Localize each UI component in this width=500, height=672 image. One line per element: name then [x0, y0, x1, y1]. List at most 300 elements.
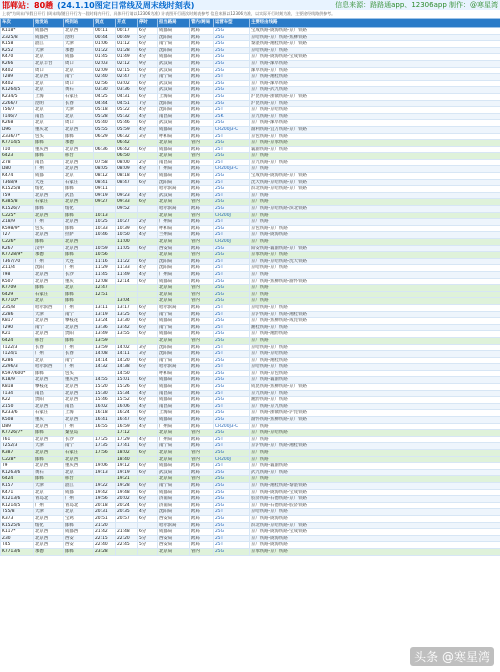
table-cell: 京广铁路-陇海铁路 [250, 232, 500, 239]
table-cell: 25T [214, 179, 250, 186]
table-cell: 长沙 [64, 271, 94, 278]
table-cell: 15:26 [116, 384, 138, 391]
table-cell: 01:12 [116, 41, 138, 48]
table-cell: 25G [214, 54, 250, 61]
table-cell: 02:56 [94, 80, 116, 87]
table-cell: 重庆北 [34, 126, 64, 133]
col-train-no: 车次 [1, 19, 34, 28]
table-cell: 成都局 [158, 463, 190, 470]
table-cell: CR200J3-C [214, 166, 250, 173]
table-row [1, 199, 500, 206]
table-cell: 6分 [138, 311, 158, 318]
table-cell: 跨局 [190, 529, 214, 536]
table-cell: 南宁局 [158, 443, 190, 450]
table-cell: 京广铁路-京哈铁路 [250, 351, 500, 358]
table-row [1, 192, 500, 199]
table-cell: 12:14 [116, 278, 138, 285]
table-cell: 11:29 [94, 265, 116, 272]
table-cell: 6分 [138, 93, 158, 100]
table-cell: 北京 [64, 469, 94, 476]
table-cell: K1526/7 [1, 206, 34, 213]
table-cell: 北京西 [64, 324, 94, 331]
table-cell: 7分 [138, 100, 158, 107]
table-cell: 京广铁路-陇海铁路-宝成铁路 [250, 529, 500, 536]
table-cell: 6分 [138, 443, 158, 450]
table-row [1, 93, 500, 100]
table-cell: 04:51 [116, 100, 138, 107]
table-cell: K507 [1, 278, 34, 285]
table-row [1, 225, 500, 232]
table-row [1, 337, 500, 344]
table-cell: 滨北铁路-京哈铁路-京广铁路 [250, 522, 500, 529]
table-row [1, 430, 500, 437]
table-cell: 北京西 [64, 159, 94, 166]
table-cell: 广州局 [158, 436, 190, 443]
table-cell: 胶济铁路-石德铁路-京广铁路 [250, 496, 500, 503]
table-cell: 6分 [138, 397, 158, 404]
table-cell: 成都局 [158, 54, 190, 61]
table-cell: 京广铁路-湘桂铁路 [250, 74, 500, 81]
table-cell: K387 [1, 450, 34, 457]
table-cell: 25G [214, 318, 250, 325]
table-cell: 南昌 [34, 113, 64, 120]
table-cell: 邯郸 [34, 456, 64, 463]
table-cell: 管内 [190, 199, 214, 206]
table-cell: 25G [214, 410, 250, 417]
table-row [1, 173, 500, 180]
table-cell: 邯郸 [34, 285, 64, 292]
table-cell: 6424 [1, 337, 34, 344]
table-cell: 重庆西 [34, 146, 64, 153]
table-cell: 北京局 [158, 291, 190, 298]
table-cell: 01:49 [116, 54, 138, 61]
table-cell: 长春 [34, 344, 64, 351]
table-cell [138, 337, 158, 344]
table-cell: K7714/5 [1, 140, 34, 147]
table-cell: 北京西 [64, 390, 94, 397]
table-cell: 西安局 [158, 542, 190, 549]
table-cell: 京广铁路 [250, 291, 500, 298]
table-cell: 北京 [64, 67, 94, 74]
table-cell: 北京局 [158, 140, 190, 147]
table-cell: 25T [214, 265, 250, 272]
table-cell: 周口 [34, 67, 64, 74]
table-cell [94, 456, 116, 463]
table-cell: 成都局 [158, 278, 190, 285]
table-cell: 4分 [138, 271, 158, 278]
table-cell: T252/3 [1, 443, 34, 450]
table-cell: 广州局 [158, 271, 190, 278]
table-cell: 15:20 [94, 384, 116, 391]
table-cell: 19:13 [94, 469, 116, 476]
table-cell: 跨局 [190, 410, 214, 417]
table-cell: CR200J [214, 212, 250, 219]
table-cell: 南宁 [64, 74, 94, 81]
table-cell: 成都西 [34, 28, 64, 35]
table-row [1, 239, 500, 246]
table-cell: 攀枝花 [64, 318, 94, 325]
table-row [1, 469, 500, 476]
table-cell: 6分 [138, 502, 158, 509]
table-cell: 16:02 [94, 403, 116, 410]
table-cell: 13:11 [94, 304, 116, 311]
table-cell: C225* [1, 212, 34, 219]
table-cell: 25G [214, 469, 250, 476]
table-cell: 跨局 [190, 370, 214, 377]
table-cell: 16:24 [116, 410, 138, 417]
table-cell: 01:45 [94, 54, 116, 61]
table-cell: 京承铁路-京广铁路 [250, 548, 500, 555]
table-cell: 沪昆铁路-京广铁路 [250, 100, 500, 107]
table-cell: 跨局 [190, 351, 214, 358]
table-row [1, 390, 500, 397]
table-cell: 14:02 [116, 344, 138, 351]
table-cell: 攀枝花 [34, 384, 64, 391]
table-row [1, 41, 500, 48]
table-cell: 青岛北 [64, 502, 94, 509]
table-cell: 跨局 [190, 397, 214, 404]
table-row [1, 377, 500, 384]
table-cell: 管内 [190, 239, 214, 246]
table-cell: 25T [214, 311, 250, 318]
table-cell: 北京西 [64, 199, 94, 206]
table-cell: 武汉局 [158, 469, 190, 476]
table-cell: 25G [214, 417, 250, 424]
table-cell: 17:25 [94, 436, 116, 443]
table-cell: 京广铁路 [250, 199, 500, 206]
table-cell: 10:46 [94, 232, 116, 239]
table-cell: 京广铁路 [250, 285, 500, 292]
table-cell: 南宁 [64, 357, 94, 364]
table-cell: 跨局 [190, 133, 214, 140]
table-cell: 北京局 [158, 298, 190, 305]
table-row [1, 324, 500, 331]
table-cell: 15:46 [94, 397, 116, 404]
table-cell: 08:00 [116, 159, 138, 166]
table-cell: 18:40 [116, 456, 138, 463]
table-cell: 跨局 [190, 403, 214, 410]
table-cell: 沈大铁路-京哈铁路-京广铁路 [250, 179, 500, 186]
table-cell: 5分 [138, 535, 158, 542]
table-row [1, 370, 500, 377]
table-cell: 06:32 [116, 133, 138, 140]
table-cell: 管内 [190, 285, 214, 292]
table-cell: 6分 [138, 47, 158, 54]
table-cell: 京包铁路-京广铁路 [250, 225, 500, 232]
table-cell: 跨局 [190, 206, 214, 213]
table-row [1, 351, 500, 358]
table-cell: 京广铁路-湘黔铁路 [250, 331, 500, 338]
table-cell: 13:25 [116, 311, 138, 318]
table-cell: 跨局 [190, 34, 214, 41]
table-cell: 6分 [138, 304, 158, 311]
table-cell: 6分 [138, 318, 158, 325]
table-cell: 北京局 [158, 285, 190, 292]
table-cell: 08:47 [116, 179, 138, 186]
table-cell: 跨局 [190, 159, 214, 166]
table-cell: 19:06 [94, 463, 116, 470]
table-cell [138, 239, 158, 246]
timetable-subtitle: (24.1.10图定日常线及周末线时刻表) [57, 0, 195, 10]
table-row [1, 304, 500, 311]
table-cell: 京广铁路-漯阜铁路 [250, 80, 500, 87]
table-cell: 25G [214, 496, 250, 503]
table-cell: 渝怀铁路-焦柳铁路-京广铁路 [250, 417, 500, 424]
table-cell: 19:22 [94, 482, 116, 489]
table-cell: 跨局 [190, 522, 214, 529]
table-cell: K1214/5 [1, 502, 34, 509]
table-cell: 20:31 [94, 509, 116, 516]
table-cell: 北京 [34, 107, 64, 114]
table-cell: 西安 [64, 535, 94, 542]
table-cell: 广州 [64, 423, 94, 430]
table-cell: K470 [1, 54, 34, 61]
table-cell: 10:13 [94, 212, 116, 219]
table-cell: 北京西 [64, 245, 94, 252]
table-cell: 南宁局 [158, 74, 190, 81]
table-cell: 19:19 [116, 469, 138, 476]
table-row [1, 482, 500, 489]
table-cell: 01:06 [94, 41, 116, 48]
table-cell: T55/8 [1, 509, 34, 516]
table-cell: 邢台 [64, 153, 94, 160]
table-row [1, 496, 500, 503]
table-cell: 跨局 [190, 509, 214, 516]
table-cell: 03:02 [116, 80, 138, 87]
table-cell: 跨局 [190, 265, 214, 272]
table-cell: 25G [214, 430, 250, 437]
table-row [1, 443, 500, 450]
table-cell: 25G [214, 140, 250, 147]
table-cell: 5分 [138, 34, 158, 41]
table-cell: 北京西 [34, 232, 64, 239]
table-cell: 邯郸 [34, 476, 64, 483]
table-cell: 6分 [138, 41, 158, 48]
table-cell: 17:12 [116, 430, 138, 437]
table-cell: 京广铁路-焦柳铁路-渝怀铁路 [250, 278, 500, 285]
table-cell: 南昌局 [158, 113, 190, 120]
table-cell: 昆明 [64, 34, 94, 41]
table-row [1, 219, 500, 226]
table-cell: 跨局 [190, 384, 214, 391]
table-row [1, 344, 500, 351]
table-cell: 6分 [138, 496, 158, 503]
table-cell: 管内 [190, 252, 214, 259]
table-cell: 西安 [64, 542, 94, 549]
table-cell: 25T [214, 509, 250, 516]
table-cell: 管内 [190, 298, 214, 305]
table-cell: 成都局 [158, 331, 190, 338]
table-cell: 邯郸 [34, 206, 64, 213]
table-row [1, 463, 500, 470]
table-cell: 4分 [138, 232, 158, 239]
table-cell [138, 522, 158, 529]
table-cell: 邯郸 [64, 522, 94, 529]
table-cell: 6分 [138, 357, 158, 364]
table-cell: 00:11 [94, 28, 116, 35]
table-cell: 08:41 [94, 179, 116, 186]
table-cell: 石家庄 [34, 199, 64, 206]
table-cell: 成都局 [158, 489, 190, 496]
table-cell: K1263/6 [1, 469, 34, 476]
table-cell [116, 291, 138, 298]
table-cell: 11:49 [116, 271, 138, 278]
table-cell: 6分 [138, 515, 158, 522]
table-cell: 湘黔铁路-京广铁路 [250, 397, 500, 404]
table-cell: 25G [214, 28, 250, 35]
table-cell: 13:19 [94, 311, 116, 318]
table-row [1, 278, 500, 285]
table-cell: T98 [1, 271, 34, 278]
table-cell: K252 [1, 47, 34, 54]
table-cell: 石家庄 [64, 179, 94, 186]
table-cell: 跨局 [190, 377, 214, 384]
table-cell: 跨局 [190, 542, 214, 549]
table-cell: 21:48 [116, 529, 138, 536]
table-cell: 跨局 [190, 390, 214, 397]
table-cell: 北京西 [34, 331, 64, 338]
table-cell: 武汉局 [158, 120, 190, 127]
table-cell: T367/70 [1, 258, 34, 265]
table-cell: 京广铁路 [250, 450, 500, 457]
table-cell: 2分 [138, 159, 158, 166]
table-cell: 15:01 [116, 377, 138, 384]
table-cell: 西安局 [158, 535, 190, 542]
table-cell: 25G [214, 186, 250, 193]
table-cell: 京广铁路 [250, 212, 500, 219]
table-cell: 04:44 [94, 100, 116, 107]
table-cell: 跨局 [190, 232, 214, 239]
table-cell: 跨局 [190, 74, 214, 81]
table-cell: 武汉局 [158, 192, 190, 199]
table-cell: K7726/7* [1, 430, 34, 437]
table-cell: 京广铁路-焦柳铁路-成昆铁路 [250, 318, 500, 325]
table-cell: 重庆西 [64, 377, 94, 384]
table-cell: 北京西 [34, 192, 64, 199]
table-cell: 周口 [64, 80, 94, 87]
table-cell: 哈尔滨局 [158, 206, 190, 213]
table-cell: 25T [214, 436, 250, 443]
table-cell: 北京 [64, 113, 94, 120]
table-cell [94, 239, 116, 246]
table-cell: 25T [214, 271, 250, 278]
table-cell: 跨局 [190, 60, 214, 67]
table-cell: 05:40 [94, 120, 116, 127]
table-cell: 4分 [138, 509, 158, 516]
table-cell: 20:51 [94, 515, 116, 522]
table-cell: 25G [214, 397, 250, 404]
table-cell: 13:59 [94, 337, 116, 344]
table-cell: 京广铁路-京哈铁路-滨北铁路 [250, 206, 500, 213]
table-cell: 大连 [64, 258, 94, 265]
table-cell: 北京西 [34, 450, 64, 457]
table-cell [116, 252, 138, 259]
table-cell: 广州 [34, 166, 64, 173]
table-cell: 6分 [138, 245, 158, 252]
table-row [1, 403, 500, 410]
table-cell: 京哈铁路-京广铁路 [250, 509, 500, 516]
table-cell: 北京局 [158, 548, 190, 555]
table-cell: 管内 [190, 548, 214, 555]
table-cell: 25G [214, 60, 250, 67]
table-cell: 4分 [138, 113, 158, 120]
table-cell: 北京西 [34, 515, 64, 522]
table-cell: 3分 [138, 351, 158, 358]
table-cell: 成都局 [158, 146, 190, 153]
table-cell: 京广铁路 [250, 271, 500, 278]
table-cell: 25G [214, 41, 250, 48]
table-cell: 沈阳局 [158, 509, 190, 516]
table-cell: 20:18 [94, 502, 116, 509]
table-cell: 25G [214, 67, 250, 74]
table-cell: 管内 [190, 430, 214, 437]
table-cell [116, 212, 138, 219]
timetable [0, 18, 500, 556]
table-cell: 拉萨 [64, 232, 94, 239]
table-cell: 北京西 [34, 278, 64, 285]
table-row [1, 179, 500, 186]
table-cell: 09:52 [116, 206, 138, 213]
table-cell: 跨局 [190, 126, 214, 133]
table-row [1, 456, 500, 463]
table-cell: 广州 [64, 304, 94, 311]
table-row [1, 423, 500, 430]
table-cell: 4分 [138, 166, 158, 173]
table-cell: 06:36 [94, 146, 116, 153]
table-cell: 6分 [138, 120, 158, 127]
table-cell: 跨局 [190, 47, 214, 54]
table-cell: Z325/8 [1, 34, 34, 41]
table-cell: 4分 [138, 403, 158, 410]
table-cell: 邯郸 [64, 548, 94, 555]
table-cell [138, 186, 158, 193]
table-row [1, 285, 500, 292]
table-cell: 邯郸 [64, 298, 94, 305]
table-cell [94, 298, 116, 305]
table-cell: 呼和局 [158, 370, 190, 377]
table-cell: 跨局 [190, 113, 214, 120]
table-cell: K22 [1, 397, 34, 404]
table-cell: 沈阳局 [158, 179, 190, 186]
table-cell: 00:44 [94, 34, 116, 41]
table-row [1, 548, 500, 555]
table-row [1, 450, 500, 457]
table-cell: 南宁局 [158, 482, 190, 489]
table-cell: 跨局 [190, 357, 214, 364]
table-cell: 北京西 [34, 436, 64, 443]
table-cell: 22:45 [116, 542, 138, 549]
table-cell: 包头 [64, 370, 94, 377]
table-cell: 25G [214, 87, 250, 94]
table-cell: K402 [1, 80, 34, 87]
table-cell: 25G [214, 548, 250, 555]
table-cell [94, 370, 116, 377]
table-cell: 成都西 [34, 34, 64, 41]
table-cell [138, 140, 158, 147]
table-cell: T146/7 [1, 113, 34, 120]
table-cell [138, 430, 158, 437]
table-cell: 成都局 [158, 384, 190, 391]
table-cell: Z336/7* [1, 133, 34, 140]
table-cell: K7710* [1, 298, 34, 305]
table-cell: 成昆铁路-焦柳铁路-京广铁路 [250, 384, 500, 391]
table-cell: T9 [1, 463, 34, 470]
table-row [1, 74, 500, 81]
col-stop: 停时 [138, 19, 158, 28]
table-cell: 京广铁路 [250, 153, 500, 160]
table-cell: 跨局 [190, 271, 214, 278]
table-cell: 25T [214, 324, 250, 331]
